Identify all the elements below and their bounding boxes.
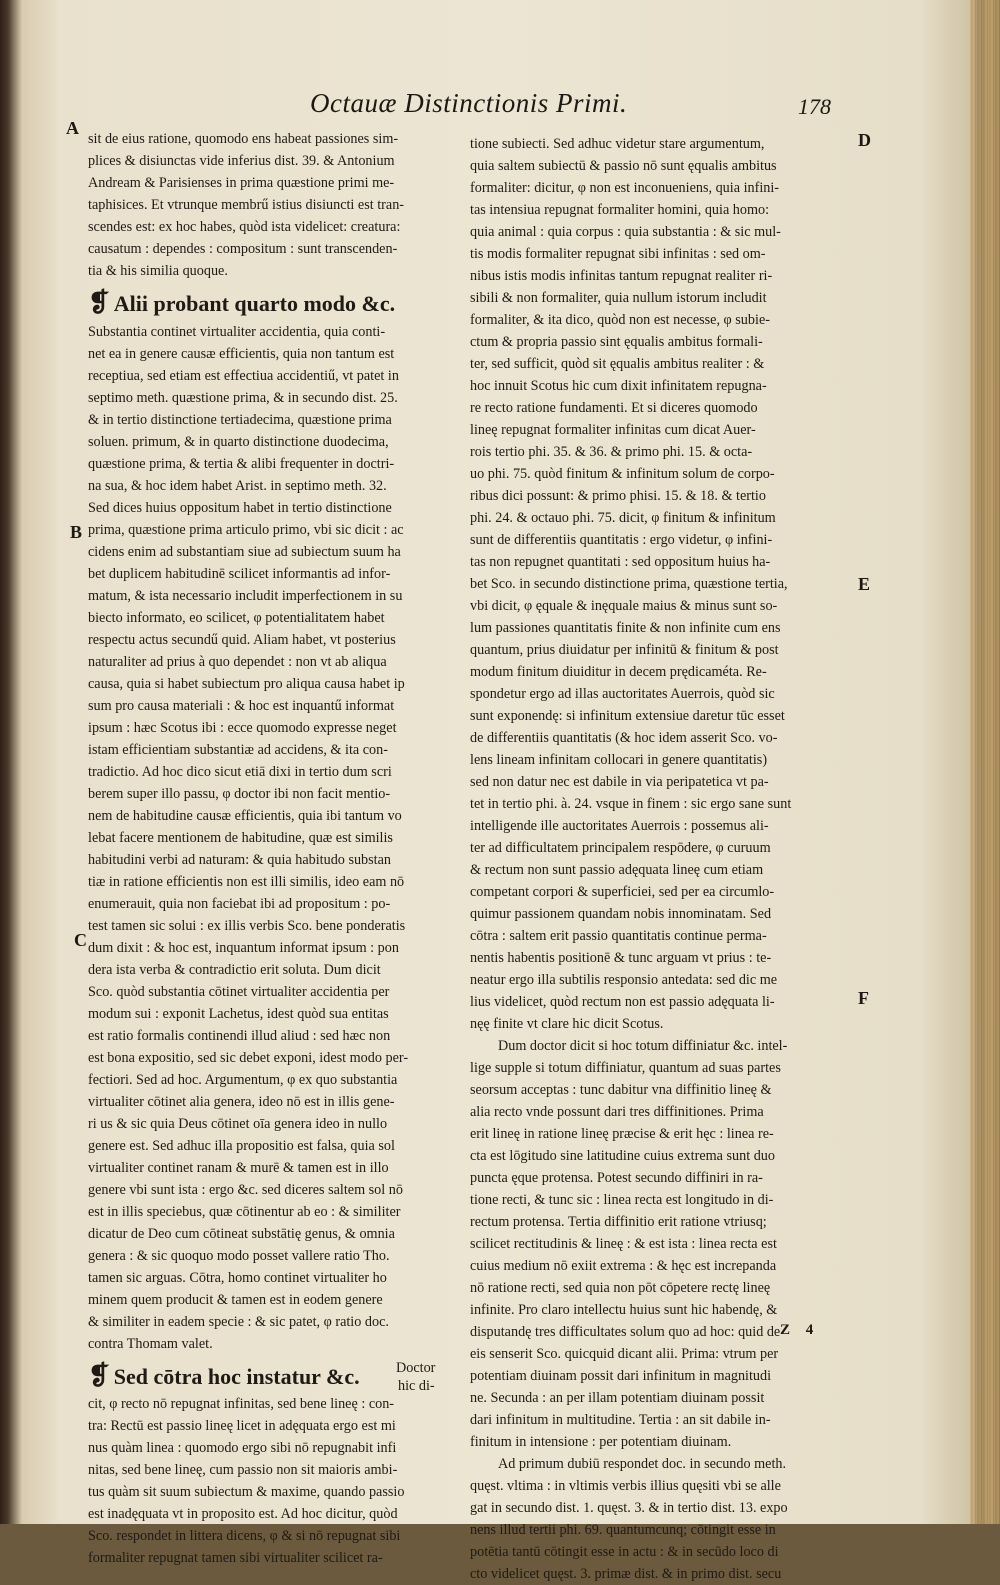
text-line: Ad primum dubiū respondet doc. in secundo meth. — [498, 1456, 787, 1472]
text-line: bet Sco. in secundo distinctione prima, quæstione tertia, — [470, 576, 788, 592]
pilcrow-icon: ❡ — [88, 1361, 110, 1390]
text-line: intelligende ille auctoritates Auerrois : possemus ali- — [470, 818, 769, 834]
text-line: est inadęquata vt in proposito est. Ad hoc dicitur, quòd — [88, 1506, 398, 1522]
text-line: Dum doctor dicit si hoc totum diffiniatur &c. intel- — [498, 1038, 788, 1054]
text-line: soluen. primum, & in quarto distinctione duodecima, — [88, 434, 389, 450]
text-line: tia & his similia quoque. — [88, 263, 228, 279]
text-line: tus quàm sit suum subiectum & maxime, quando passio — [88, 1484, 405, 1500]
text-line: dera ista verba & contradictio erit soluta. Dum dicit — [88, 962, 381, 978]
heading-tail-line-2: hic di- — [398, 1378, 435, 1394]
text-line: sed non datur nec est dabile in via peripatetica vt pa- — [470, 774, 769, 790]
text-line: enumerauit, quia non faciebat ibi ad propositum : po- — [88, 896, 391, 912]
text-line: minem quem producit & tamen est in eodem genere — [88, 1292, 383, 1308]
text-line: nus quàm linea : quomodo ergo sibi nō repugnabit infi — [88, 1440, 397, 1456]
text-line: tradictio. Ad hoc dico sicut etiā dixi in tertio dum scri — [88, 764, 392, 780]
text-line: vbi dicit, φ ęquale & inęquale maius & minus sunt so- — [470, 598, 778, 614]
text-line: taphisices. Et vtrunque membrű istius disiuncti est tran- — [88, 197, 405, 213]
text-line: sum pro causa materiali : & hoc est inquantű informat — [88, 698, 395, 714]
text-line: ter, sed sufficit, quòd sit ęqualis ambitus realiter : & — [470, 356, 765, 372]
text-line: Sed dices huius oppositum habet in tertio distinctione — [88, 500, 392, 516]
text-line: ribus dici possunt: & primo phisi. 15. & 18. & tertio — [470, 488, 766, 504]
text-line: cidens enim ad substantiam siue ad subiectum suum ha — [88, 544, 401, 560]
margin-letter-a: A — [66, 118, 79, 138]
text-line: spondetur ergo ad illas auctoritates Auerrois, quòd sic — [470, 686, 775, 702]
text-line: Sco. quòd substantia cōtinet virtualiter accidentia per — [88, 984, 390, 1000]
text-line: ctum & propria passio sint ęqualis ambitus formali- — [470, 334, 763, 350]
text-line: istam efficientiam substantiæ ad accidens, & ita con- — [88, 742, 388, 758]
text-line: alia recto vnde possunt dari tres diffinitiones. Prima — [470, 1104, 764, 1120]
text-line: rectum protensa. Tertia diffinitio erit ratione vtriusq; — [470, 1214, 767, 1230]
text-line: septimo meth. quæstione prima, & in secundo dist. 25. — [88, 390, 398, 406]
text-line: eis senserit Sco. quicquid dicant alii. Prima: vtrum per — [470, 1346, 779, 1362]
text-line: prima, quæstione prima articulo primo, vbi sic dicit : ac — [88, 522, 404, 538]
signature-mark: Z 4 — [780, 1322, 820, 1338]
text-line: test tamen sic solui : ex illis verbis Sco. bene ponderatis — [88, 918, 406, 934]
text-line: cuius medium nō exiit extrema : & hęc est increpanda — [470, 1258, 777, 1274]
text-line: hoc innuit Scotus hic cum dixit infinitatem repugna- — [470, 378, 767, 394]
text-line: dicatur de Deo cum cōtineat substātię genus, & omnia — [88, 1226, 395, 1242]
text-line: nęę finite vt clare hic dicit Scotus. — [470, 1016, 664, 1032]
text-line: ter ad difficultatem principalem respōdere, φ curuum — [470, 840, 771, 856]
text-line: lebat facere mentionem de habitudine, quæ est similis — [88, 830, 393, 846]
text-line: nō ratione recti, sed quia non pōt cōpetere rectę lineę — [470, 1280, 771, 1296]
section-heading-2-row — [88, 1355, 470, 1393]
text-line: quia animal : quia corpus : quia substantia : & sic mul- — [470, 224, 781, 240]
text-line: contra Thomam valet. — [88, 1336, 213, 1352]
text-line: formaliter: dicitur, φ non est inconueniens, quia infini- — [470, 180, 780, 196]
text-line: est bona expositio, sed sic debet exponi, idest modo per- — [88, 1050, 409, 1066]
text-line: ne. Secunda : an per illam potentiam diuinam possit — [470, 1390, 765, 1406]
text-line: tis modis formaliter repugnat sibi infinitas : sed om- — [470, 246, 766, 262]
heading-text: Sed cōtra hoc instatur &c. — [113, 1364, 360, 1389]
text-line: causa, quia si habet subiectum pro aliqua causa habet ip — [88, 676, 405, 692]
text-line: sunt exponendę: si infinitum extensiue daretur tūc esset — [470, 708, 785, 724]
text-line: genera : & sic quoquo modo posset vallere ratio Tho. — [88, 1248, 390, 1264]
text-line: tione subiecti. Sed adhuc videtur stare argumentum, — [470, 136, 765, 152]
text-line: infinite. Pro claro intellectu huius sunt hic habendę, & — [470, 1302, 778, 1318]
text-line: neatur ergo illa subtilis responsio antedata: sed dic me — [470, 972, 778, 988]
text-line: naturaliter ad prius à quo dependet : non vt ab aliqua — [88, 654, 387, 670]
right-block-3 — [470, 1453, 850, 1585]
pilcrow-icon: ❡ — [88, 288, 110, 317]
text-line: phi. 24. & octauo phi. 75. dicit, φ finitum & infinitum — [470, 510, 776, 526]
right-block-2 — [470, 1035, 850, 1453]
text-line: formaliter, & ita dico, quòd non est necesse, φ subie- — [470, 312, 770, 328]
text-line: biecto informato, eo scilicet, φ potentialitatem habet — [88, 610, 385, 626]
text-line: quantum, prius diuidatur per infinitū & finitum & post — [470, 642, 779, 658]
text-line: & in tertio distinctione tertiadecima, quæstione prima — [88, 412, 392, 428]
text-line: tas non repugnet quantitati : sed oppositum huius ha- — [470, 554, 771, 570]
text-line: cta est lōgitudo sine latitudine cuius extrema sunt duo — [470, 1148, 775, 1164]
text-line: re recto ratione fundamenti. Et si diceres quomodo — [470, 400, 758, 416]
section-heading-1 — [88, 288, 470, 319]
margin-letter-f: F — [858, 988, 869, 1008]
text-line: sunt de differentiis quantitatis : ergo videtur, φ infini- — [470, 532, 773, 548]
text-line: genere vbi sunt ista : ergo &c. sed diceres saltem sol nō — [88, 1182, 403, 1198]
text-line: berem super illo passu, φ doctor ibi non facit mentio- — [88, 786, 391, 802]
text-line: ri us & sic quia Deus cōtinet oīa genera ideo in nullo — [88, 1116, 388, 1132]
text-line: tra: Rectū est passio lineę licet in adęquata ergo est mi — [88, 1418, 396, 1434]
text-line: modum finitum diuiditur in decem prędicaméta. Re- — [470, 664, 767, 680]
text-line: gat in secundo dist. 1. quęst. 3. & in tertio dist. 13. expo — [470, 1500, 788, 1516]
text-line: nentis habentis positionē & tunc arguam vt prius : te- — [470, 950, 772, 966]
text-line: erit lineę in ratione lineę præcise & erit hęc : linea re- — [470, 1126, 774, 1142]
text-line: receptiua, sed etiam est effectiua accidentiű, vt patet in — [88, 368, 399, 384]
heading-text: Alii probant quarto modo &c. — [113, 291, 396, 316]
margin-letter-c: C — [74, 930, 87, 950]
text-line: causatum : dependes : compositum : sunt transcenden- — [88, 241, 398, 257]
text-line: lineę repugnat formaliter infinitas cum dicat Auer- — [470, 422, 756, 438]
text-line: & similiter in eadem specie : & sic patet, φ ratio doc. — [88, 1314, 389, 1330]
text-line: cit, φ recto nō repugnat infinitas, sed bene lineę : con- — [88, 1396, 395, 1412]
text-line: cto videlicet quęst. 3. primæ dist. & in primo dist. secu — [470, 1566, 782, 1582]
heading-tail-line-1: Doctor — [396, 1360, 436, 1376]
text-line: cōtra : saltem erit passio quantitatis continue perma- — [470, 928, 767, 944]
text-line: lum passiones quantitatis finite & non infinite cum ens — [470, 620, 781, 636]
text-line: finitum in intensione : per potentiam diuinam. — [470, 1434, 732, 1450]
text-line: tet in tertio phi. à. 24. vsque in finem : sic ergo sane sunt — [470, 796, 792, 812]
text-line: potētia tantū cōtingit esse in actu : & in secūdo loco di — [470, 1544, 779, 1560]
text-line: modum sui : exponit Lachetus, idest quòd sua entitas — [88, 1006, 389, 1022]
text-line: disputandę tres difficultates solum quo ad hoc: quid de — [470, 1324, 781, 1340]
text-line: quęst. vltima : in vltimis verbis illius quęsiti vbi se alle — [470, 1478, 781, 1494]
text-line: sibili & non formaliter, quia nullum istorum includit — [470, 290, 767, 306]
text-line: est in illis speciebus, quæ cōtinentur ab eo : & similiter — [88, 1204, 401, 1220]
left-block-3 — [88, 1393, 470, 1569]
running-title: Octauæ Distinctionis Primi. — [310, 88, 628, 118]
text-line: habitudini verbi ad naturam: & quia habitudo substan — [88, 852, 392, 868]
text-line: & rectum non sunt passio adęquata lineę cum etiam — [470, 862, 764, 878]
text-line: nibus istis modis infinitas tantum repugnat realiter ri- — [470, 268, 773, 284]
text-line: formaliter repugnat tamen sibi virtualiter scilicet ra- — [88, 1550, 383, 1566]
left-block-2 — [88, 321, 470, 1355]
text-line: lius videlicet, quòd rectum non est passio adęquata li- — [470, 994, 775, 1010]
text-line: tione recti, & tunc sic : linea recta est longitudo in di- — [470, 1192, 774, 1208]
text-line: quimur passionem quandam nobis innominatam. Sed — [470, 906, 772, 922]
section-heading-2 — [88, 1361, 360, 1392]
text-line: puncta ęque protensa. Potest secundo diffiniri in ra- — [470, 1170, 763, 1186]
text-line: rois tertio phi. 35. & 36. & primo phi. 15. & octa- — [470, 444, 753, 460]
page-header — [310, 88, 870, 128]
left-column — [88, 128, 470, 1569]
text-line: scilicet rectitudinis & lineę : & est ista : linea recta est — [470, 1236, 777, 1252]
left-block-1 — [88, 128, 470, 282]
text-line: lens lineam infinitam collocari in genere quantitatis) — [470, 752, 768, 768]
text-line: virtualiter cōtinet alia genera, ideo nō est in illis gene- — [88, 1094, 395, 1110]
margin-letter-d: D — [858, 130, 871, 150]
folio-number: 178 — [798, 94, 831, 119]
text-line: de differentiis quantitatis (& hoc idem asserit Sco. vo- — [470, 730, 778, 746]
text-line: Andream & Parisienses in prima quæstione primi me- — [88, 175, 395, 191]
page-edge-texture — [970, 0, 1000, 1524]
text-line: est ratio formalis continendi illud aliud : sed hæc non — [88, 1028, 391, 1044]
text-line: virtualiter continet ranam & murē & tamen est in illo — [88, 1160, 389, 1176]
text-line: nitas, sed bene lineę, cum passio non sit maioris ambi- — [88, 1462, 398, 1478]
text-line: nens illud tertii phi. 69. quantumcunq; cōtingit esse in — [470, 1522, 776, 1538]
text-line: scendes est: ex hoc habes, quòd ista videlicet: creatura: — [88, 219, 401, 235]
margin-letter-b: B — [70, 522, 83, 542]
text-line: tiæ in ratione efficientis non est illi similis, ideo eam nō — [88, 874, 405, 890]
text-line: Sco. respondet in littera dicens, φ & si nō repugnat sibi — [88, 1528, 401, 1544]
text-line: nem de habitudine causæ efficientis, quia ibi tantum vo — [88, 808, 402, 824]
text-line: ipsum : hæc Scotus ibi : ecce quomodo expresse neget — [88, 720, 397, 736]
text-line: tamen sic arguas. Cōtra, homo continet virtualiter ho — [88, 1270, 387, 1286]
text-line: quæstione prima, & tertia & alibi frequenter in doctri- — [88, 456, 395, 472]
text-line: Substantia continet virtualiter accidentia, quia conti- — [88, 324, 386, 340]
text-line: tas intensiua repugnat formaliter homini, quia homo: — [470, 202, 770, 218]
text-line: respectu actus secundű quid. Aliam habet, vt posterius — [88, 632, 396, 648]
text-line: potentiam diuinam possit dari infinitum in magnitudi — [470, 1368, 772, 1384]
text-line: sit de eius ratione, quomodo ens habeat passiones sim- — [88, 131, 399, 147]
right-block-1 — [470, 133, 850, 1035]
text-line: net ea in genere causæ efficientis, quia non tantum est — [88, 346, 395, 362]
text-line: matum, & ista necessario includit imperfectionem in su — [88, 588, 403, 604]
text-line: fectiori. Sed ad hoc. Argumentum, φ ex quo substantia — [88, 1072, 398, 1088]
text-line: dum dixit : & hoc est, inquantum informat ipsum : pon — [88, 940, 399, 956]
text-line: seorsum acceptas : tunc dabitur vna diffinitio lineę & — [470, 1082, 772, 1098]
text-line: lige supple si totum diffiniatur, quantum ad suas partes — [470, 1060, 781, 1076]
text-line: competant corpori & superficiei, sed per ea circumlo- — [470, 884, 775, 900]
text-line: na sua, & hoc idem habet Arist. in septimo meth. 32. — [88, 478, 387, 494]
right-column — [470, 133, 850, 1585]
text-line: uo phi. 75. quòd finitum & infinitum solum de corpo- — [470, 466, 775, 482]
text-line: genere est. Sed adhuc illa propositio est falsa, quia sol — [88, 1138, 395, 1154]
text-line: dari infinitum in multitudine. Tertia : an sit dabile in- — [470, 1412, 771, 1428]
margin-letter-e: E — [858, 574, 871, 594]
text-line: bet duplicem habitudinē scilicet informantis ad infor- — [88, 566, 391, 582]
text-line: plices & disiunctas vide inferius dist. 39. & Antonium — [88, 153, 395, 169]
text-line: quia saltem subiectū & passio nō sunt ęqualis ambitus — [470, 158, 777, 174]
